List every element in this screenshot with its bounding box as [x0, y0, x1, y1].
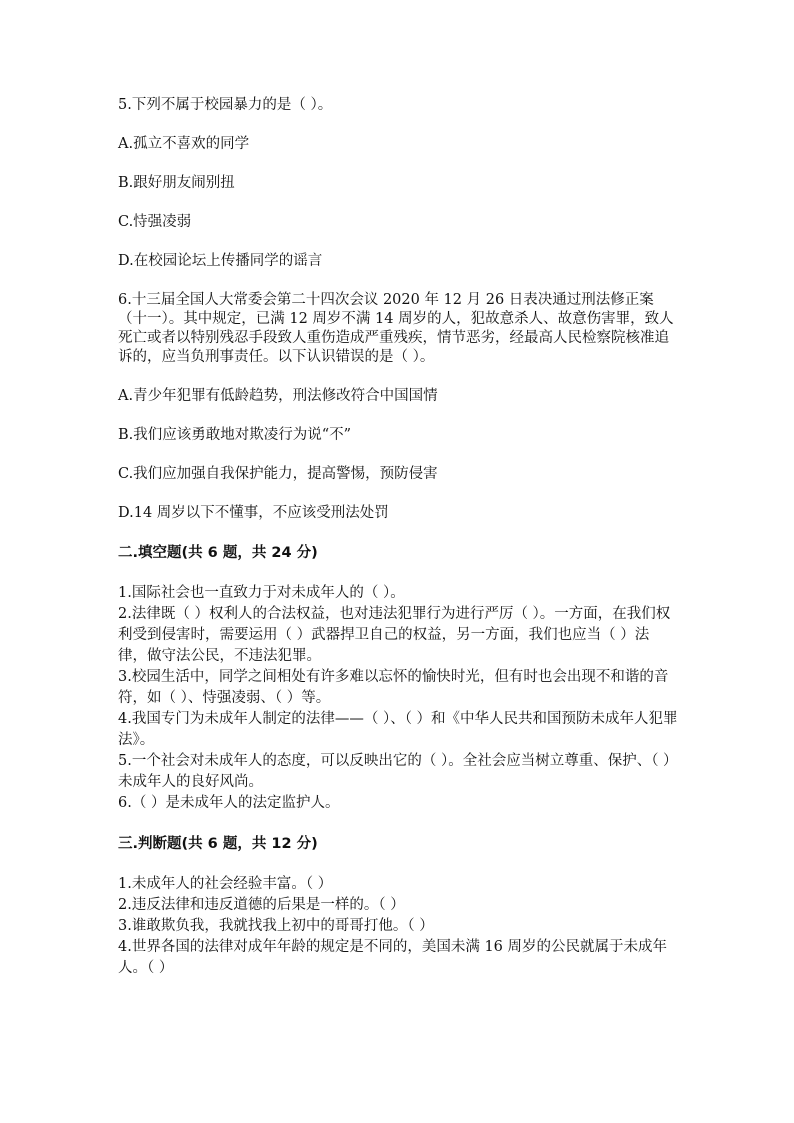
exam-content: [118, 96, 678, 999]
q5-option-b: B.跟好朋友闹别扭: [118, 175, 235, 191]
q5-stem: 5.下列不属于校园暴力的是（ ）。: [118, 97, 333, 113]
q5-option-d: D.在校园论坛上传播同学的谣言: [118, 253, 323, 269]
fill-item: 6.（ ）是未成年人的法定监护人。: [118, 795, 340, 811]
fill-item: 5.一个社会对未成年人的态度，可以反映出它的（ ）。全社会应当树立尊重、保护、（ ）未成年人的良好风尚。: [118, 753, 678, 790]
fill-items: [118, 583, 678, 814]
q5-option-c: C.恃强凌弱: [118, 214, 192, 230]
fill-item: 4.我国专门为未成年人制定的法律——（ ）、（ ）和《中华人民共和国预防未成年人犯罪法》。: [118, 711, 678, 748]
q6-option-c: C.我们应加强自我保护能力，提高警惕，预防侵害: [118, 466, 438, 482]
judge-items: [118, 874, 678, 979]
judge-item: 2.违反法律和违反道德的后果是一样的。（ ）: [118, 897, 405, 913]
q6-option-b: B.我们应该勇敢地对欺凌行为说“不”: [118, 427, 352, 443]
judge-item: 4.世界各国的法律对成年年龄的规定是不同的，美国未满 16 周岁的公民就属于未成年人。（ ）: [118, 939, 668, 976]
fill-item: 2.法律既（ ）权利人的合法权益，也对违法犯罪行为进行严厉（ ）。一方面，在我们权利受到侵害时，需要运用（ ）武器捍卫自己的权益，另一方面，我们也应当（ ）法律，做守法公民，不违法犯罪。: [118, 606, 671, 664]
q5-option-a: A.孤立不喜欢的同学: [118, 136, 250, 152]
fill-section-title: 二.填空题(共 6 题，共 24 分): [118, 545, 318, 561]
judge-item: 3.谁敢欺负我，我就找我上初中的哥哥打他。（ ）: [118, 918, 434, 934]
fill-item: 3.校园生活中，同学之间相处有许多难以忘怀的愉快时光，但有时也会出现不和谐的音符，如（ ）、恃强凌弱、（ ）等。: [118, 669, 669, 706]
q6-stem: 6.十三届全国人大常委会第二十四次会议 2020 年 12 月 26 日表决通过刑法修正案（十一）。其中规定，已满 12 周岁不满 14 周岁的人，犯故意杀人、故意伤害罪，致人死亡或者以特别残忍手段致人重伤造成严重残疾，情节恶劣，经最高人民检察院核准追诉的，应当负刑事责任。以下认识错误的是（ ）。: [118, 292, 674, 365]
judge-item: 1.未成年人的社会经验丰富。（ ）: [118, 876, 333, 892]
fill-item: 1.国际社会也一直致力于对未成年人的（ ）。: [118, 585, 405, 601]
q6-option-d: D.14 周岁以下不懂事，不应该受刑法处罚: [118, 505, 389, 521]
judge-section-title: 三.判断题(共 6 题，共 12 分): [118, 836, 318, 852]
q6-option-a: A.青少年犯罪有低龄趋势，刑法修改符合中国国情: [118, 388, 438, 404]
